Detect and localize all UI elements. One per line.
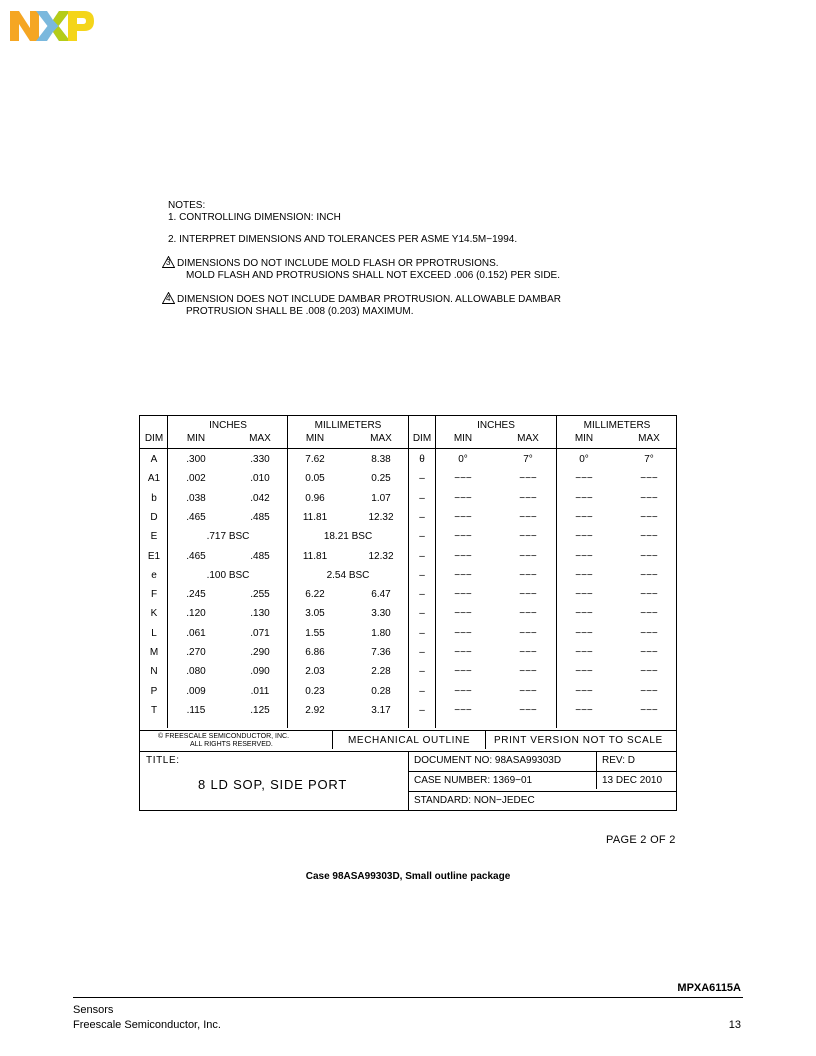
drawing-date: 13 DEC 2010 bbox=[602, 775, 663, 786]
title-label: TITLE: bbox=[146, 755, 180, 766]
table-cell: .270 bbox=[186, 647, 206, 658]
table-cell: −−− bbox=[454, 627, 472, 639]
table-cell: −−− bbox=[640, 569, 658, 581]
table-cell: .290 bbox=[250, 647, 270, 658]
table-cell: .071 bbox=[250, 627, 270, 639]
table-cell: −−− bbox=[575, 627, 593, 639]
revision: REV: D bbox=[602, 755, 635, 766]
table-cell: .090 bbox=[250, 666, 270, 678]
table-cell: −−− bbox=[519, 589, 537, 601]
table-cell: 0.25 bbox=[371, 473, 391, 485]
hdr-inches-left: INCHES bbox=[209, 420, 247, 431]
table-cell: – bbox=[419, 473, 425, 485]
table-cell: −−− bbox=[640, 704, 658, 716]
table-cell: −−− bbox=[519, 550, 537, 562]
table-cell: −−− bbox=[519, 531, 537, 543]
table-cell: P bbox=[150, 685, 158, 697]
table-cell: −−− bbox=[575, 473, 593, 485]
note-4-triangle-icon bbox=[162, 292, 175, 304]
table-cell: 0.96 bbox=[305, 492, 325, 504]
table-cell: .038 bbox=[186, 492, 206, 504]
table-cell: −−− bbox=[640, 531, 658, 543]
standard: STANDARD: NON−JEDEC bbox=[414, 795, 535, 806]
table-cell: −−− bbox=[640, 511, 658, 523]
hdr-min-2: MIN bbox=[305, 433, 325, 444]
table-cell: .255 bbox=[250, 589, 270, 601]
hdr-mm-right: MILLIMETERS bbox=[583, 420, 651, 431]
copyright-line-1: © FREESCALE SEMICONDUCTOR, INC. bbox=[158, 733, 290, 740]
table-cell: −−− bbox=[640, 589, 658, 601]
table-cell: – bbox=[419, 666, 425, 678]
product-name: MPXA6115A bbox=[677, 982, 741, 994]
table-cell: −−− bbox=[519, 511, 537, 523]
table-cell: −−− bbox=[454, 666, 472, 678]
hdr-max-4: MAX bbox=[638, 433, 660, 444]
table-cell: .465 bbox=[186, 550, 206, 562]
table-cell: e bbox=[151, 569, 157, 581]
nxp-logo bbox=[10, 8, 94, 44]
table-cell: .245 bbox=[186, 589, 206, 601]
table-cell: .120 bbox=[186, 608, 206, 620]
table-cell: −−− bbox=[519, 473, 537, 485]
figure-caption: Case 98ASA99303D, Small outline package bbox=[305, 871, 511, 882]
note-3-number: 3 bbox=[166, 258, 171, 267]
hdr-min-1: MIN bbox=[186, 433, 206, 444]
table-cell: – bbox=[419, 608, 425, 620]
table-cell: K bbox=[150, 608, 158, 620]
table-cell: −−− bbox=[575, 511, 593, 523]
table-cell: 0.23 bbox=[305, 685, 325, 697]
table-cell: F bbox=[150, 589, 158, 601]
table-cell: −−− bbox=[640, 608, 658, 620]
document-number: DOCUMENT NO: 98ASA99303D bbox=[414, 755, 562, 766]
table-cell: −−− bbox=[454, 647, 472, 658]
hdr-max-3: MAX bbox=[517, 433, 539, 444]
dimension-table bbox=[139, 415, 677, 811]
table-cell: 12.32 bbox=[368, 550, 394, 562]
table-cell: −−− bbox=[640, 627, 658, 639]
table-cell: M bbox=[149, 647, 159, 658]
note-3-line-a: DIMENSIONS DO NOT INCLUDE MOLD FLASH OR PPROTRUSIONS. bbox=[177, 258, 499, 269]
table-cell: 2.03 bbox=[305, 666, 325, 678]
table-cell: .130 bbox=[250, 608, 270, 620]
note-2: 2. INTERPRET DIMENSIONS AND TOLERANCES PER ASME Y14.5M−1994. bbox=[168, 234, 518, 245]
footer-rule bbox=[73, 997, 743, 998]
mechanical-outline-label: MECHANICAL OUTLINE bbox=[348, 735, 471, 746]
table-cell: 7.36 bbox=[371, 647, 391, 658]
table-cell: 0° bbox=[579, 454, 589, 465]
table-cell: −−− bbox=[519, 647, 537, 658]
note-1: 1. CONTROLLING DIMENSION: INCH bbox=[168, 212, 341, 223]
table-cell: −−− bbox=[454, 473, 472, 485]
footer-section: Sensors bbox=[73, 1004, 114, 1016]
table-cell: −−− bbox=[519, 666, 537, 678]
table-cell: −−− bbox=[454, 511, 472, 523]
table-cell: 18.21 BSC bbox=[323, 531, 373, 543]
table-cell: – bbox=[419, 550, 425, 562]
package-title: 8 LD SOP, SIDE PORT bbox=[198, 777, 348, 792]
table-cell: 0° bbox=[458, 454, 468, 465]
table-cell: 11.81 bbox=[302, 511, 328, 523]
table-cell: .465 bbox=[186, 511, 206, 523]
table-cell: .485 bbox=[250, 550, 270, 562]
table-cell: 7.62 bbox=[305, 454, 325, 465]
table-cell: .009 bbox=[186, 685, 206, 697]
table-cell: 1.07 bbox=[371, 492, 391, 504]
case-number: CASE NUMBER: 1369−01 bbox=[414, 775, 533, 786]
note-3-triangle-icon bbox=[162, 256, 175, 268]
hdr-inches-right: INCHES bbox=[477, 420, 515, 431]
table-cell: .042 bbox=[250, 492, 270, 504]
table-cell: 7° bbox=[644, 454, 654, 465]
table-cell: D bbox=[150, 511, 158, 523]
page-number: 13 bbox=[728, 1019, 741, 1031]
table-cell: 3.30 bbox=[371, 608, 391, 620]
table-cell: 2.28 bbox=[371, 666, 391, 678]
table-cell: 2.54 BSC bbox=[326, 569, 370, 581]
hdr-dim-right: DIM bbox=[412, 433, 432, 444]
table-cell: – bbox=[419, 685, 425, 697]
table-cell: −−− bbox=[454, 550, 472, 562]
table-cell: T bbox=[150, 704, 158, 716]
table-cell: 7° bbox=[523, 454, 533, 465]
print-version-label: PRINT VERSION NOT TO SCALE bbox=[494, 735, 663, 746]
table-cell: −−− bbox=[454, 492, 472, 504]
table-cell: −−− bbox=[575, 492, 593, 504]
table-cell: −−− bbox=[454, 704, 472, 716]
note-4-number: 4 bbox=[166, 294, 171, 303]
table-cell: −−− bbox=[640, 666, 658, 678]
note-4-line-a: DIMENSION DOES NOT INCLUDE DAMBAR PROTRUSION. ALLOWABLE DAMBAR bbox=[177, 294, 561, 305]
table-cell: .080 bbox=[186, 666, 206, 678]
table-cell: 6.47 bbox=[371, 589, 391, 601]
note-3 bbox=[168, 256, 561, 270]
table-cell: .330 bbox=[250, 454, 270, 465]
table-cell: 2.92 bbox=[305, 704, 325, 716]
table-cell: .485 bbox=[250, 511, 270, 523]
table-cell: – bbox=[419, 569, 425, 581]
table-cell: .010 bbox=[250, 473, 270, 485]
table-cell: 3.17 bbox=[371, 704, 391, 716]
table-cell: 8.38 bbox=[371, 454, 391, 465]
table-cell: −−− bbox=[519, 685, 537, 697]
table-cell: −−− bbox=[575, 666, 593, 678]
table-cell: 1.80 bbox=[371, 627, 391, 639]
table-cell: −−− bbox=[454, 569, 472, 581]
table-cell: – bbox=[419, 531, 425, 543]
hdr-min-4: MIN bbox=[574, 433, 594, 444]
table-cell: L bbox=[151, 627, 157, 639]
table-cell: b bbox=[151, 492, 157, 504]
table-cell: 3.05 bbox=[305, 608, 325, 620]
table-cell: 12.32 bbox=[368, 511, 394, 523]
table-cell: .100 BSC bbox=[206, 569, 250, 581]
table-cell: −−− bbox=[519, 569, 537, 581]
table-cell: −−− bbox=[640, 492, 658, 504]
table-cell: N bbox=[150, 666, 158, 678]
table-cell: −−− bbox=[575, 704, 593, 716]
table-cell: 0.28 bbox=[371, 685, 391, 697]
table-cell: .002 bbox=[186, 473, 206, 485]
table-cell: −−− bbox=[640, 647, 658, 658]
hdr-dim-left: DIM bbox=[144, 433, 164, 444]
footer-company: Freescale Semiconductor, Inc. bbox=[73, 1019, 221, 1031]
table-cell: −−− bbox=[575, 647, 593, 658]
table-cell: −−− bbox=[640, 550, 658, 562]
hdr-mm-left: MILLIMETERS bbox=[314, 420, 382, 431]
hdr-max-2: MAX bbox=[370, 433, 392, 444]
table-cell: −−− bbox=[640, 685, 658, 697]
table-cell: −−− bbox=[640, 473, 658, 485]
table-cell: 6.22 bbox=[305, 589, 325, 601]
page-of-label: PAGE 2 OF 2 bbox=[606, 834, 676, 846]
table-cell: .717 BSC bbox=[206, 531, 250, 543]
table-cell: .125 bbox=[250, 704, 270, 716]
note-4 bbox=[168, 292, 561, 306]
table-cell: −−− bbox=[519, 608, 537, 620]
table-cell: – bbox=[419, 511, 425, 523]
table-cell: – bbox=[419, 704, 425, 716]
table-cell: 0.05 bbox=[305, 473, 325, 485]
table-cell: −−− bbox=[454, 531, 472, 543]
table-cell: −−− bbox=[519, 627, 537, 639]
table-cell: .115 bbox=[186, 704, 206, 716]
hdr-max-1: MAX bbox=[249, 433, 271, 444]
table-cell: −−− bbox=[575, 531, 593, 543]
table-cell: −−− bbox=[454, 685, 472, 697]
copyright-line-2: ALL RIGHTS RESERVED. bbox=[190, 741, 273, 748]
table-cell: −−− bbox=[575, 589, 593, 601]
table-cell: .300 bbox=[186, 454, 206, 465]
table-cell: .061 bbox=[186, 627, 206, 639]
table-cell: – bbox=[419, 589, 425, 601]
notes-block bbox=[168, 200, 561, 318]
note-4-line-b: PROTRUSION SHALL BE .008 (0.203) MAXIMUM. bbox=[186, 306, 414, 317]
table-cell: A1 bbox=[147, 473, 161, 485]
table-cell: −−− bbox=[575, 608, 593, 620]
table-cell: −−− bbox=[454, 608, 472, 620]
table-cell: 1.55 bbox=[305, 627, 325, 639]
table-cell: – bbox=[419, 647, 425, 658]
table-cell: 11.81 bbox=[302, 550, 328, 562]
table-cell: .011 bbox=[250, 685, 270, 697]
table-cell: −−− bbox=[575, 569, 593, 581]
table-cell: θ bbox=[419, 454, 425, 465]
table-cell: 6.86 bbox=[305, 647, 325, 658]
table-cell: E1 bbox=[147, 550, 161, 562]
table-cell: – bbox=[419, 627, 425, 639]
table-cell: −−− bbox=[519, 492, 537, 504]
table-cell: – bbox=[419, 492, 425, 504]
notes-heading: NOTES: bbox=[168, 200, 206, 211]
note-3-line-b: MOLD FLASH AND PROTRUSIONS SHALL NOT EXCEED .006 (0.152) PER SIDE. bbox=[186, 270, 560, 281]
table-cell: −−− bbox=[519, 704, 537, 716]
table-cell: A bbox=[150, 454, 158, 465]
table-cell: −−− bbox=[454, 589, 472, 601]
table-cell: −−− bbox=[575, 550, 593, 562]
hdr-min-3: MIN bbox=[453, 433, 473, 444]
table-cell: −−− bbox=[575, 685, 593, 697]
table-cell: E bbox=[150, 531, 158, 543]
